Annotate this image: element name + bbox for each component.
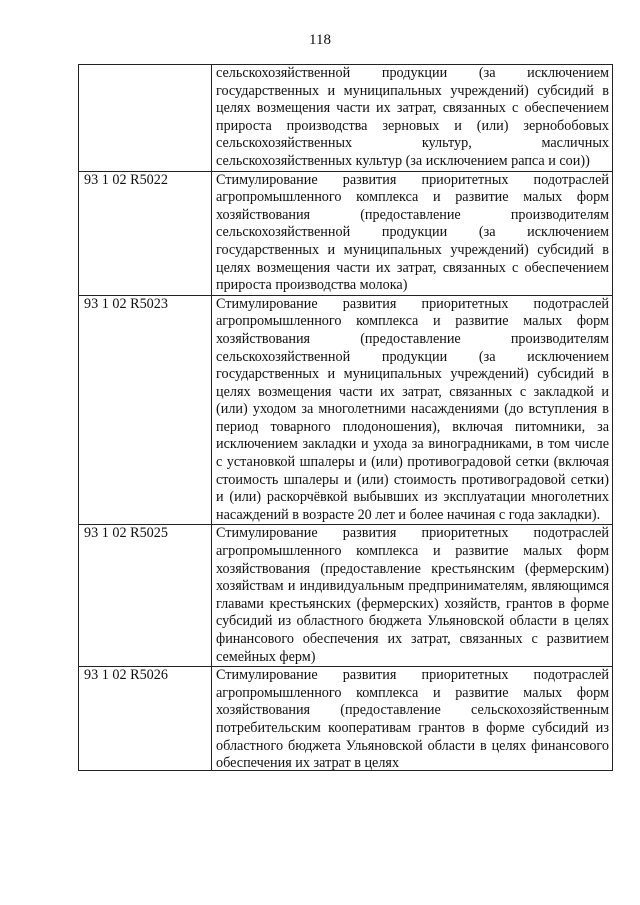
cell-wrap [84, 667, 207, 770]
expense-description-cell [212, 667, 613, 771]
target-code-cell [79, 171, 212, 295]
target-code-cell [79, 667, 212, 771]
expense-description: сельскохозяйственной продукции (за исключением государственных и муниципальных учреждений) субсидий в целях возмещения части их затрат, связанных с обеспечением прироста производства зерновых и (или) зернобобовых сельскохозяйственных культур, масличных сельскохозяйственных культур (за исключением рапса и сои)) [216, 65, 609, 169]
expense-description: Стимулирование развития приоритетных подотраслей агропромышленного комплекса и развитие малых форм хозяйствования (предоставление производителям сельскохозяйственной продукции (за исключением государственных и муниципальных учреждений) субсидий в целях возмещения части их затрат, связанных с закладкой и (или) уходом за многолетними насаждениями (до вступления в период товарного плодоношения), включая питомники, за исключением закладки и ухода за виноградниками, в том числе с установкой шпалеры и (или) противоградовой сетки (включая стоимость шпалеры и (или) стоимость противоградовой сетки) и (или) раскорчёвкой выбывших из эксплуатации многолетних насаждений в возрасте 20 лет и более начиная с года закладки). [216, 295, 609, 523]
expense-description-cell [212, 171, 613, 295]
expense-description-cell [212, 295, 613, 525]
target-code-cell [79, 295, 212, 525]
budget-classification-table [78, 64, 613, 771]
cell-wrap [216, 667, 609, 770]
table-row [79, 667, 613, 771]
table-row [79, 65, 613, 172]
target-code: 93 1 02 R5022 [84, 171, 168, 188]
target-code-cell [79, 65, 212, 172]
expense-description: Стимулирование развития приоритетных подотраслей агропромышленного комплекса и развитие малых форм хозяйствования (предоставление сельскохозяйственным потребительским кооперативам грантов в форме субсидий из областного бюджета Ульяновской области в целях финансового обеспечения их затрат в целях [216, 667, 609, 771]
expense-description: Стимулирование развития приоритетных подотраслей агропромышленного комплекса и развитие малых форм хозяйствования (предоставление производителям сельскохозяйственной продукции (за исключением государственных и муниципальных учреждений) субсидий в целях возмещения части их затрат, связанных с обеспечением прироста производства молока) [216, 171, 609, 294]
table-row [79, 525, 613, 667]
expense-description: Стимулирование развития приоритетных подотраслей агропромышленного комплекса и развитие малых форм хозяйствования (предоставление крестьянским (фермерским) хозяйствам и индивидуальным предпринимателям, являющимся главами крестьянских (фермерских) хозяйств, грантов в форме субсидий из областного бюджета Ульяновской области в целях финансового обеспечения их затрат, связанных с развитием семейных ферм) [216, 525, 609, 665]
table-row [79, 171, 613, 295]
target-code: 93 1 02 R5026 [84, 667, 168, 684]
table-row [79, 295, 613, 525]
target-code-cell [79, 525, 212, 667]
target-code: 93 1 02 R5023 [84, 295, 168, 312]
expense-description-cell [212, 65, 613, 172]
page-number: 118 [309, 32, 331, 48]
expense-description-cell [212, 525, 613, 667]
target-code: 93 1 02 R5025 [84, 525, 168, 542]
